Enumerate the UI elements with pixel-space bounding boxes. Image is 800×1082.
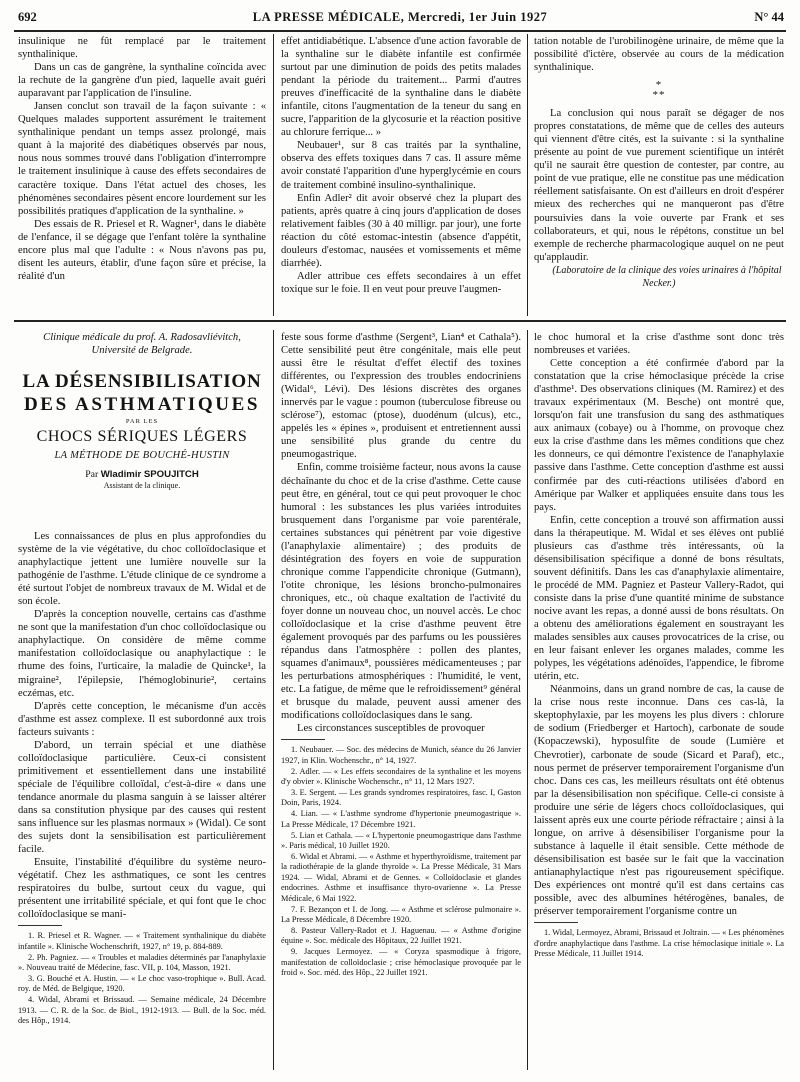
upper-column-3: [534, 35, 784, 290]
paragraph: Les circonstances susceptibles de provoquer: [297, 723, 485, 735]
paragraph: Des essais de R. Priesel et R. Wagner¹, dans le diabète de l'enfance, il se dégage que l'enfant tolère la synthaline encore plus mal que l'adulte : « Nous n'avons pas pu, disent les auteurs, établir, d'une façon sûre et précise, la réalité d'un: [18, 218, 266, 282]
lower-column-3: [534, 331, 784, 960]
paragraph: Néanmoins, dans un grand nombre de cas, la cause de la crise nous reste inconnue. Dans ces cas-là, la skeptophylaxie, par les moyens les plus divers : chlorure de sodium (Friedberger et Hartoch), carbonate de soude (Kopaczewski), hyposulfite de soude (Lumière et Chevrotier), carbonate de soude (Sicard et Paraf), etc., nous permet de préserver temporairement l'organisme d'un choc. Dans ces cas, les meilleurs résultats ont été obtenus par la désensibilisation non spécifique. Celle-ci consiste à produire une série de légers chocs colloïdoclasiques, qui laissent après eux une courte période réfractaire ; ainsi à la longue, on arrive à désensibiliser l'organisme pour la substance à laquelle il était sensible. Cette méthode de désensibilisation est basée sur le fait que la vaccination antianaphylactique n'est pas rigoureusement spécifique. Des expériences ont montré qu'il est dans certains cas possible, avec des albumines hétérogènes, banales, de préserver temporairement l'organisme contre un: [534, 684, 784, 918]
footnote: 5. Lian et Cathala. — « L'hypertonie pneumogastrique dans l'asthme ». Paris médical, 10 Juillet 1920.: [281, 830, 521, 851]
column-rule: [273, 330, 274, 1070]
article-method: LA MÉTHODE DE BOUCHÉ-HUSTIN: [54, 450, 230, 461]
column-rule: [527, 330, 528, 1070]
footnote: 3. G. Bouché et A. Hustin. — « Le choc vaso-trophique ». Bull. Acad. roy. de Méd. de Belgique, 1920.: [18, 974, 266, 994]
paragraph: feste sous forme d'asthme (Sergent³, Lian⁴ et Cathala⁵). Cette sensibilité peut être congénitale, mais elle peut aussi être le résultat d'effet électif des toxines différentes, ou l'expression des troubles endocriniens (Widal⁶, Lévi). Des lésions discrètes des organes innervés par le vague : poumon (tuberculose fibreuse ou sclérose⁷), estomac (ptose), duodénum (ulcus), etc., appelés les « épines », produisent et entretiennent aussi une sensibilité plus grande du centre du pneumogastrique.: [281, 332, 521, 461]
paragraph: Enfin Adler² dit avoir observé chez la plupart des patients, après quatre à cinq jours d'application de doses relativement faibles (30 à 40 milligr. par jour), une forte réaction du côté estomac-intestin (absence d'appétit, douleurs d'estomac, nausées et vomissements et même diarrhée).: [281, 192, 521, 269]
footnote: 1. R. Priesel et R. Wagner. — « Traitement synthalinique du diabète infantile ». Klinische Wochenschrift, 1927, n° 19, p. 884-889.: [18, 931, 266, 951]
article-subtitle: CHOCS SÉRIQUES LÉGERS: [36, 428, 248, 445]
paragraph: Cette conception a été confirmée d'abord par la constatation que la crise hémoclasique précède la crise d'asthme¹. Des observations cliniques (M. Ramirez) et des travaux expérimentaux (M. Besche) ont montré que, lorsqu'on fait une transfusion du sang des asthmatiques aux animaux (cobaye) ou à l'homme, on provoque chez eux la crise d'asthme dans les mêmes conditions que chez les donneurs, ce qui démontre l'existence de l'anaphylaxie passive dans l'asthme. Cette conception d'asthme est aussi confirmée par des cuti-réactions utilisées d'abord en Amérique par Walker et appliquées ensuite dans tous les pays.: [534, 358, 784, 513]
paragraph: La conclusion qui nous paraît se dégager de nos propres constatations, de même que de celles des auteurs qui viennent d'être cités, est la suivante : si la synthaline présente au point de vue purement scientifique un intérêt qu'il ne saurait être question de contester, par contre, au point de vue pratique, elle ne constitue pas une médication réellement satisfaisante. On est d'ailleurs en droit d'espérer mieux des recherches qui ne manqueront pas d'être poursuivies dans la voie ouverte par Frank et ses collaborateurs, et qui, nous le répétons, constitue un bel exemple de recherche pharmacologique auquel on ne peut qu'applaudir.: [534, 108, 784, 263]
footnotes: [534, 928, 784, 959]
author-name: Wladimir SPOUJITCH: [100, 469, 199, 480]
paragraph: Dans un cas de gangrène, la synthaline coïncida avec la rechute de la gangrène d'un pied, laquelle avait guéri auparavant par l'application de l'insuline.: [18, 62, 266, 100]
footnote: 1. Neubauer. — Soc. des médecins de Munich, séance du 26 Janvier 1927, in Klin. Wochenschr., n° 14, 1927.: [281, 745, 521, 765]
footnotes: [281, 745, 521, 978]
affiliation: Clinique médicale du prof. A. Radosavliévitch,: [43, 332, 241, 343]
affiliation: Université de Belgrade.: [91, 345, 193, 356]
footnote-rule: [534, 922, 578, 923]
paragraph: Enfin, comme troisième facteur, nous avons la cause déchaînante du choc et de la crise d'asthme. Cette cause peut être, en général, tout ce qui peut provoquer le choc humoral : les substances les plus variées introduites brusquement dans l'organisme par voie parentérale, certaines substances qui pénètrent par voie digestive (l'anaphylaxie alimentaire) ; des produits de désintégration des foyers en voie de suppuration chronique comme l'appendicite chronique (Gutmann), l'otite chronique, les lésions broncho-pulmonaires chroniques, etc., où chaque exaltation de l'activité du foyer donne un nouveau choc, un nouvel accès. Le choc colloïdoclasique et la crise d'asthme peuvent être également provoqués par des parfums ou les poussières répandus dans l'atmosphère : pollen des plantes, squames d'animaux⁸, poussières médicamenteuses ; par les perturbations atmosphériques : l'humidité, le vent, etc. La fatigue, de même que le refroidissement⁹ général et brusque du malade, peuvent aussi amener des modifications colloïdoclasiques dans le sang.: [281, 462, 521, 722]
footnote: 4. Widal, Abrami et Brissaud. — Semaine médicale, 24 Décembre 1913. — C. R. de la Soc. de Biol., 1912-1913. — Bull. de la Soc. méd. des Hôp., 1914.: [18, 995, 266, 1026]
footnote: 3. E. Sergent. — Les grands syndromes respiratoires, fasc. I, Gaston Doin, Paris, 1924.: [281, 788, 521, 808]
paragraph: tation notable de l'urobilinogène urinaire, de même que la possibilité d'ictère, observée au cours de la médication synthalinique.: [534, 36, 784, 74]
upper-column-1: [18, 35, 266, 283]
footnote: 6. Widal et Abrami. — « Asthme et hyperthyroïdisme, traitement par la radiothérapie de la glande thyroïde ». La Presse Médicale, 31 Mars 1924. — Widal, Abrami et de Gennes. « Colloïdoclasie et glandes endocrines. Asthme et insuffisance thyro-ovarienne ». La Presse Médicale, 6 Mai 1922.: [281, 852, 521, 903]
paragraph: le choc humoral et la crise d'asthme sont donc très nombreuses et variées.: [534, 332, 784, 357]
laboratory-note: (Laboratoire de la clinique des voies urinaires à l'hôpital Necker.): [552, 264, 782, 289]
by-label: Par: [85, 469, 99, 480]
paragraph: effet antidiabétique. L'absence d'une action favorable de la synthaline sur le diabète infantile est confirmée surtout par une diminution de poids des petits malades pendant la période du traitement... Parmi d'autres preuves d'inefficacité de la synthaline dans le diabète infantile, citons l'augmentation de la teneur du sang en sucre, l'apparition de la glycosurie et la réaction positive au chlorure ferrique... »: [281, 36, 521, 139]
footnote: 2. Ph. Pagniez. — « Troubles et maladies déterminés par l'anaphylaxie ». Nouveau traité de Médecine, fasc. VII, p. 104, Masson, 1921.: [18, 952, 266, 973]
upper-column-2: [281, 35, 521, 296]
lower-column-2: [281, 331, 521, 979]
paragraph: Jansen conclut son travail de la façon suivante : « Quelques malades supportent assurément le traitement synthalinique pendant un temps assez prolongé, mais quant à la majorité des diabétiques observés par nous, nous nous sommes trouvé dans l'obligation d'interrompre le traitement insulinique à cause des effets secondaires de caractère toxique. Dans l'état actuel des choses, les phénomènes secondaires pèsent encore lourdement sur les possibilités pratiques d'application de la synthaline. »: [18, 101, 266, 217]
column-rule: [273, 34, 274, 316]
footnote: 2. Adler. — « Les effets secondaires de la synthaline et les moyens d'y obvier ». Klinische Wochenschr., n° 11, 12 Mars 1927.: [281, 766, 521, 787]
section-break-asterisks: * **: [652, 79, 666, 102]
footnote-rule: [281, 739, 325, 740]
journal-title: LA PRESSE MÉDICALE, Mercredi, 1er Juin 1927: [252, 10, 548, 24]
paragraph: Adler attribue ces effets secondaires à un effet toxique sur le foie. Il en veut pour preuve l'augmen-: [281, 270, 521, 295]
paragraph: Les connaissances de plus en plus approfondies du système de la vie végétative, du choc colloïdoclasique et anaphylactique jettent une lumière nouvelle sur la pathogénie de l'asthme. L'étude clinique de ce syndrome a été surtout l'objet de nombreux travaux de M. Widal et de son école.: [18, 531, 266, 608]
header-rule: [14, 30, 786, 32]
paragraph: Enfin, cette conception a trouvé son affirmation aussi dans la thérapeutique. M. Widal et ses élèves ont publié plusieurs cas d'asthme très intéressants, où la désensibilisation spécifique a donné de bons résultats, souvent définitifs. Dans les cas d'anaphylaxie alimentaire, le procédé de MM. Pagniez et Pasteur Vallery-Radot, qui consiste dans la prise d'une quantité minime de substance nocive avant les repas, a donné aussi de bons résultats. On a obtenu des améliorations également en soustrayant les malades sensibles aux causes provocatrices de la crise, ou en leur faisant enlever les organes malades, comme les polypes, les végétations adénoïdes, l'appendice, le fibrome utérin, etc.: [534, 514, 784, 683]
article-heading: [18, 331, 266, 491]
page-number: 692: [18, 10, 37, 24]
footnote-rule: [18, 925, 62, 926]
footnotes: [18, 931, 266, 1026]
footnote: 7. F. Bezançon et I. de Jong. — « Asthme et sclérose pulmonaire ». La Presse Médicale, 8 Décembre 1920.: [281, 904, 521, 924]
paragraph: D'après la conception nouvelle, certains cas d'asthme ne sont que la manifestation d'un choc colloïdoclasique ou anaphylactique. On considère de même comme manifestation colloïdoclasique ou anaphylactique : le rhume des foins, l'urticaire, la maladie de Quincke¹, la migraine², l'épilepsie, l'hémoglobinurie², certains eczémas, etc.: [18, 609, 266, 699]
article-title: DES ASTHMATIQUES: [23, 394, 261, 415]
paragraph: Neubauer¹, sur 8 cas traités par la synthaline, observa des effets toxiques dans 7 cas. Il assure même avoir constaté l'apparition d'une hyperglycémie en cours de traitement combiné insulino-synthalinique.: [281, 140, 521, 191]
author-title: Assistant de la clinique.: [103, 481, 181, 490]
paragraph: insulinique ne fût remplacé par le traitement synthalinique.: [18, 36, 266, 61]
byline: [18, 468, 266, 481]
footnote: 1. Widal, Lermoyez, Abrami, Brissaud et Joltrain. — « Les phénomènes d'ordre anaphylactique dans l'asthme. La crise hémoclasique initiale ». La Presse Médicale, 11 Juillet 1914.: [534, 928, 784, 958]
running-header: [14, 6, 786, 28]
title-connector: PAR LES: [125, 418, 159, 425]
footnote: 4. Lian. — « L'asthme syndrome d'hypertonie pneumogastrique ». La Presse Médicale, 17 Décembre 1921.: [281, 809, 521, 829]
article-title: LA DÉSENSIBILISATION: [22, 371, 262, 392]
section-rule: [14, 320, 786, 322]
footnote: 9. Jacques Lermoyez. — « Coryza spasmodique à frigore, manifestation de colloïdoclasie ; crise hémoclasique provoquée par le froid ». Soc. méd. des Hôp., 22 Juillet 1921.: [281, 947, 521, 977]
footnote: 8. Pasteur Vallery-Radot et J. Haguenau. — « Asthme d'origine équine ». Soc. médicale des Hôpitaux, 22 Juillet 1921.: [281, 925, 521, 946]
paragraph: Ensuite, l'instabilité d'équilibre du système neuro-végétatif. Chez les asthmatiques, ce sont les centres respiratoires du bulbe, surtout ceux du vague, qui présentent une irritabilité spéciale, et qui font que le choc colloïdoclasique se mani-: [18, 857, 266, 921]
paragraph: D'après cette conception, le mécanisme d'un accès d'asthme est assez complexe. Il est subordonné aux trois facteurs suivants :: [18, 700, 266, 738]
column-rule: [527, 34, 528, 316]
issue-number: N° 44: [754, 10, 784, 24]
paragraph: D'abord, un terrain spécial et une diathèse colloïdoclasique particulière. Ceux-ci consistent primitivement et essentiellement dans une instabilité spéciale de l'équilibre colloïdal, c'est-à-dire « dans une tendance anormale du plasma sanguin à se laisser altérer dans sa constitution physique par des causes qui restent sans influence sur les plasmas normaux » (Widal). Ce sont des sujets dont la sensibilisation est particulièrement facile.: [18, 739, 266, 856]
lower-column-1: [18, 530, 266, 1027]
